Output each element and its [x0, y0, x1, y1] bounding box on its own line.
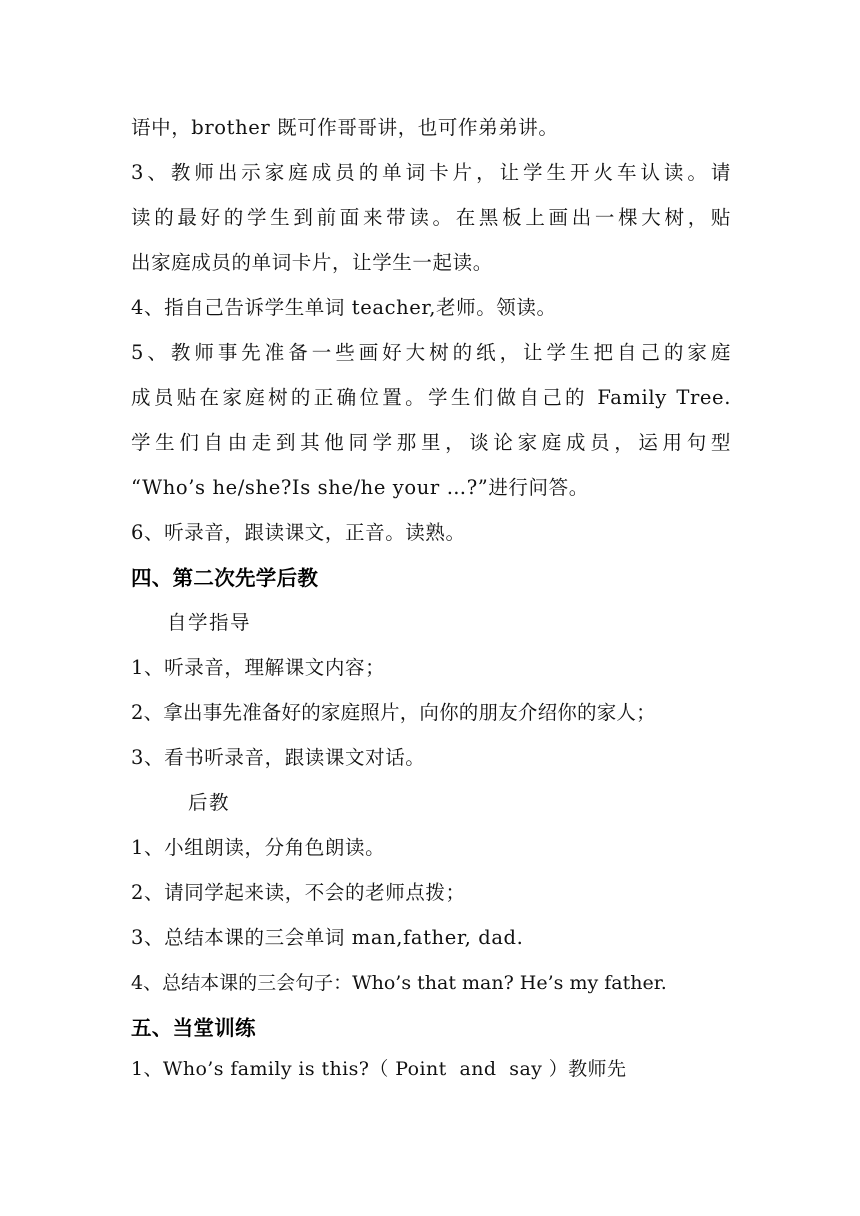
text-line: 语中，brother 既可作哥哥讲，也可作弟弟讲。 [131, 116, 559, 139]
text-line: 1、小组朗读，分角色朗读。 [131, 836, 386, 859]
text-line: “Who’s he/she?Is she/he your …?”进行问答。 [131, 476, 589, 499]
text-line: 4、总结本课的三会句子：Who’s that man? He’s my father. [131, 972, 667, 994]
text-line: 2、拿出事先准备好的家庭照片，向你的朋友介绍你的家人； [131, 701, 656, 724]
text-line: 3、看书听录音，跟读课文对话。 [131, 746, 426, 769]
text-line: 读的最好的学生到前面来带读。在黑板上画出一棵大树，贴 [131, 206, 731, 229]
text-line: 出家庭成员的单词卡片，让学生一起读。 [131, 251, 493, 274]
text-line: 6、听录音，跟读课文，正音。读熟。 [131, 521, 466, 544]
text-line: 3、教师出示家庭成员的单词卡片，让学生开火车认读。请 [131, 161, 731, 184]
sub-heading: 自学指导 [167, 611, 252, 634]
text-line: 成员贴在家庭树的正确位置。学生们做自己的 Family Tree. [131, 386, 731, 409]
text-line: 1、Who’s family is this?（ Point and say ）教师先 [131, 1058, 627, 1080]
text-line: 5、教师事先准备一些画好大树的纸，让学生把自己的家庭 [131, 341, 731, 364]
text-line: 2、请同学起来读，不会的老师点拨； [131, 881, 466, 904]
text-line: 1、听录音，理解课文内容； [131, 656, 386, 679]
sub-heading: 后教 [188, 791, 231, 814]
section-heading: 四、第二次先学后教 [131, 566, 319, 590]
section-heading: 五、当堂训练 [131, 1016, 256, 1040]
text-line: 学生们自由走到其他同学那里，谈论家庭成员，运用句型 [131, 431, 731, 454]
text-line: 4、指自己告诉学生单词 teacher,老师。领读。 [131, 296, 557, 319]
text-line: 3、总结本课的三会单词 man,father, dad. [131, 926, 524, 949]
